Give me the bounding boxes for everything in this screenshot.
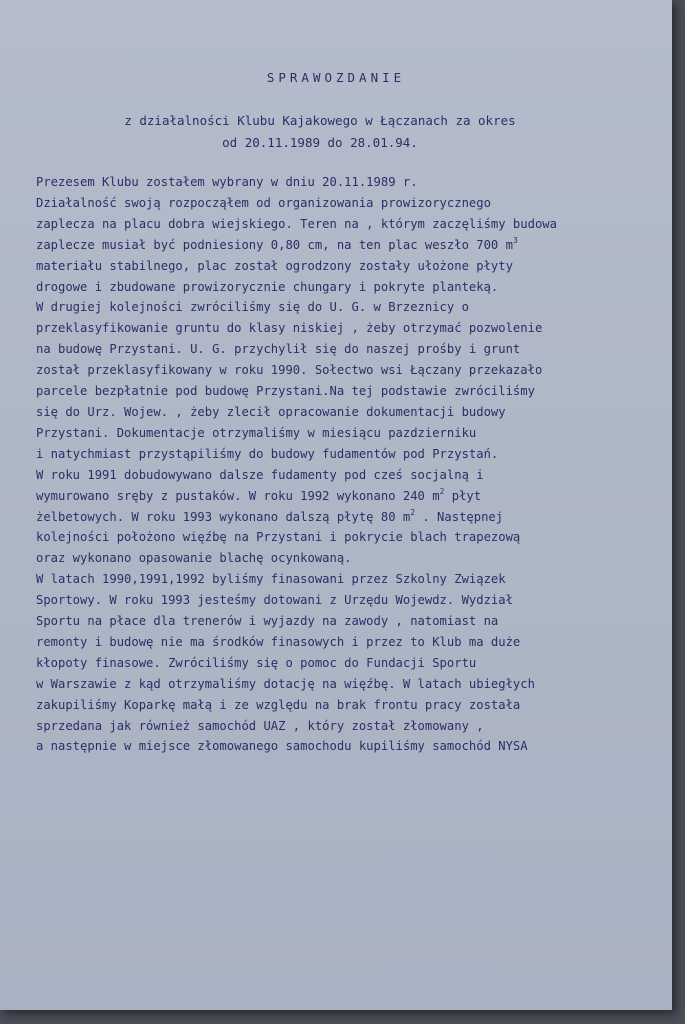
line-text: zaplecze musiał być podniesiony 0,80 cm, na ten plac weszło 700 m: [36, 237, 513, 252]
document-subtitle: [70, 110, 570, 154]
line-text: Przystani. Dokumentacje otrzymaliśmy w miesiącu pazdzierniku: [36, 425, 477, 440]
text-line: [36, 277, 668, 298]
line-text-after: . Następnej: [415, 509, 504, 524]
text-line: [36, 402, 668, 423]
text-line: [36, 318, 668, 339]
line-text: kłopoty finasowe. Zwróciliśmy się o pomoc do Fundacji Sportu: [36, 655, 477, 670]
text-line: [36, 674, 668, 695]
subtitle-line: z działalności Klubu Kajakowego w Łączanach za okres: [124, 113, 516, 128]
line-text: wymurowano sręby z pustaków. W roku 1992 wykonano 240 m: [36, 488, 440, 503]
text-line: [36, 297, 668, 318]
text-line: [36, 569, 668, 590]
line-text: a następnie w miejsce złomowanego samochodu kupiliśmy samochód NYSA: [36, 739, 528, 754]
report-body: [36, 172, 668, 757]
line-text: drogowe i zbudowane prowizorycznie chungary i pokryte planteką.: [36, 279, 499, 294]
text-line: [36, 716, 668, 737]
line-text: przeklasyfikowanie gruntu do klasy niskiej , żeby otrzymać pozwolenie: [36, 321, 543, 336]
line-text: zakupiliśmy Koparkę małą i ze względu na brak frontu pracy została: [36, 697, 521, 712]
line-text: sprzedana jak również samochód UAZ , który został złomowany ,: [36, 718, 484, 733]
line-text: kolejności położono więźbę na Przystani i pokrycie blach trapezową: [36, 530, 521, 545]
line-text-after: płyt: [444, 488, 482, 503]
text-line: [36, 193, 668, 214]
text-line: [36, 381, 668, 402]
line-text: W latach 1990,1991,1992 byliśmy finasowani przez Szkolny Związek: [36, 572, 506, 587]
text-line: [36, 736, 668, 757]
line-text: Sportu na płace dla trenerów i wyjazdy na zawody , natomiast na: [36, 614, 499, 629]
text-line: [36, 360, 668, 381]
line-text: parcele bezpłatnie pod budowę Przystani.Na tej podstawie zwróciliśmy: [36, 384, 535, 399]
superscript: 2: [410, 507, 416, 517]
text-line: [36, 548, 668, 569]
line-text: Sportowy. W roku 1993 jesteśmy dotowani z Urzędu Wojewdz. Wydział: [36, 593, 513, 608]
line-text: W drugiej kolejności zwróciliśmy się do U. G. w Brzeznicy o: [36, 300, 469, 315]
text-line: [36, 465, 668, 486]
text-line: [36, 486, 668, 507]
superscript: 2: [439, 486, 445, 496]
line-text: Działalność swoją rozpocząłem od organizowania prowizorycznego: [36, 195, 491, 210]
text-line: [36, 214, 668, 235]
text-line: [36, 444, 668, 465]
superscript: 3: [512, 235, 518, 245]
line-text: na budowę Przystani. U. G. przychylił się do naszej prośby i grunt: [36, 342, 521, 357]
line-text: się do Urz. Wojew. , żeby zlecił opracowanie dokumentacji budowy: [36, 404, 506, 419]
line-text: zaplecza na placu dobra wiejskiego. Teren na , którym zaczęliśmy budowa: [36, 216, 557, 231]
text-line: [36, 339, 668, 360]
text-line: [36, 653, 668, 674]
text-line: [36, 695, 668, 716]
text-line: [36, 590, 668, 611]
line-text: remonty i budowę nie ma środków finasowych i przez to Klub ma duże: [36, 634, 521, 649]
line-text: Prezesem Klubu zostałem wybrany w dniu 20.11.1989 r.: [36, 175, 418, 189]
subtitle-line: od 20.11.1989 do 28.01.94.: [222, 135, 418, 150]
text-line: [36, 172, 668, 193]
text-line: [36, 235, 668, 256]
line-text: W roku 1991 dobudowywano dalsze fudamenty pod cześ socjalną i: [36, 467, 484, 482]
line-text: w Warszawie z kąd otrzymaliśmy dotację na więźbę. W latach ubiegłych: [36, 676, 535, 691]
line-text: żelbetowych. W roku 1993 wykonano dalszą płytę 80 m: [36, 509, 411, 524]
line-text: i natychmiast przystąpiliśmy do budowy fudamentów pod Przystań.: [36, 446, 499, 461]
document-title: SPRAWOZDANIE: [266, 70, 406, 85]
text-line: [36, 632, 668, 653]
line-text: został przeklasyfikowany w roku 1990. Sołectwo wsi Łączany przekazało: [36, 363, 543, 378]
line-text: materiału stabilnego, plac został ogrodzony zostały ułożone płyty: [36, 258, 513, 273]
text-line: [36, 256, 668, 277]
line-text: oraz wykonano opasowanie blachę ocynkowaną.: [36, 551, 352, 566]
text-line: [36, 611, 668, 632]
text-line: [36, 423, 668, 444]
text-line: [36, 507, 668, 528]
text-line: [36, 527, 668, 548]
